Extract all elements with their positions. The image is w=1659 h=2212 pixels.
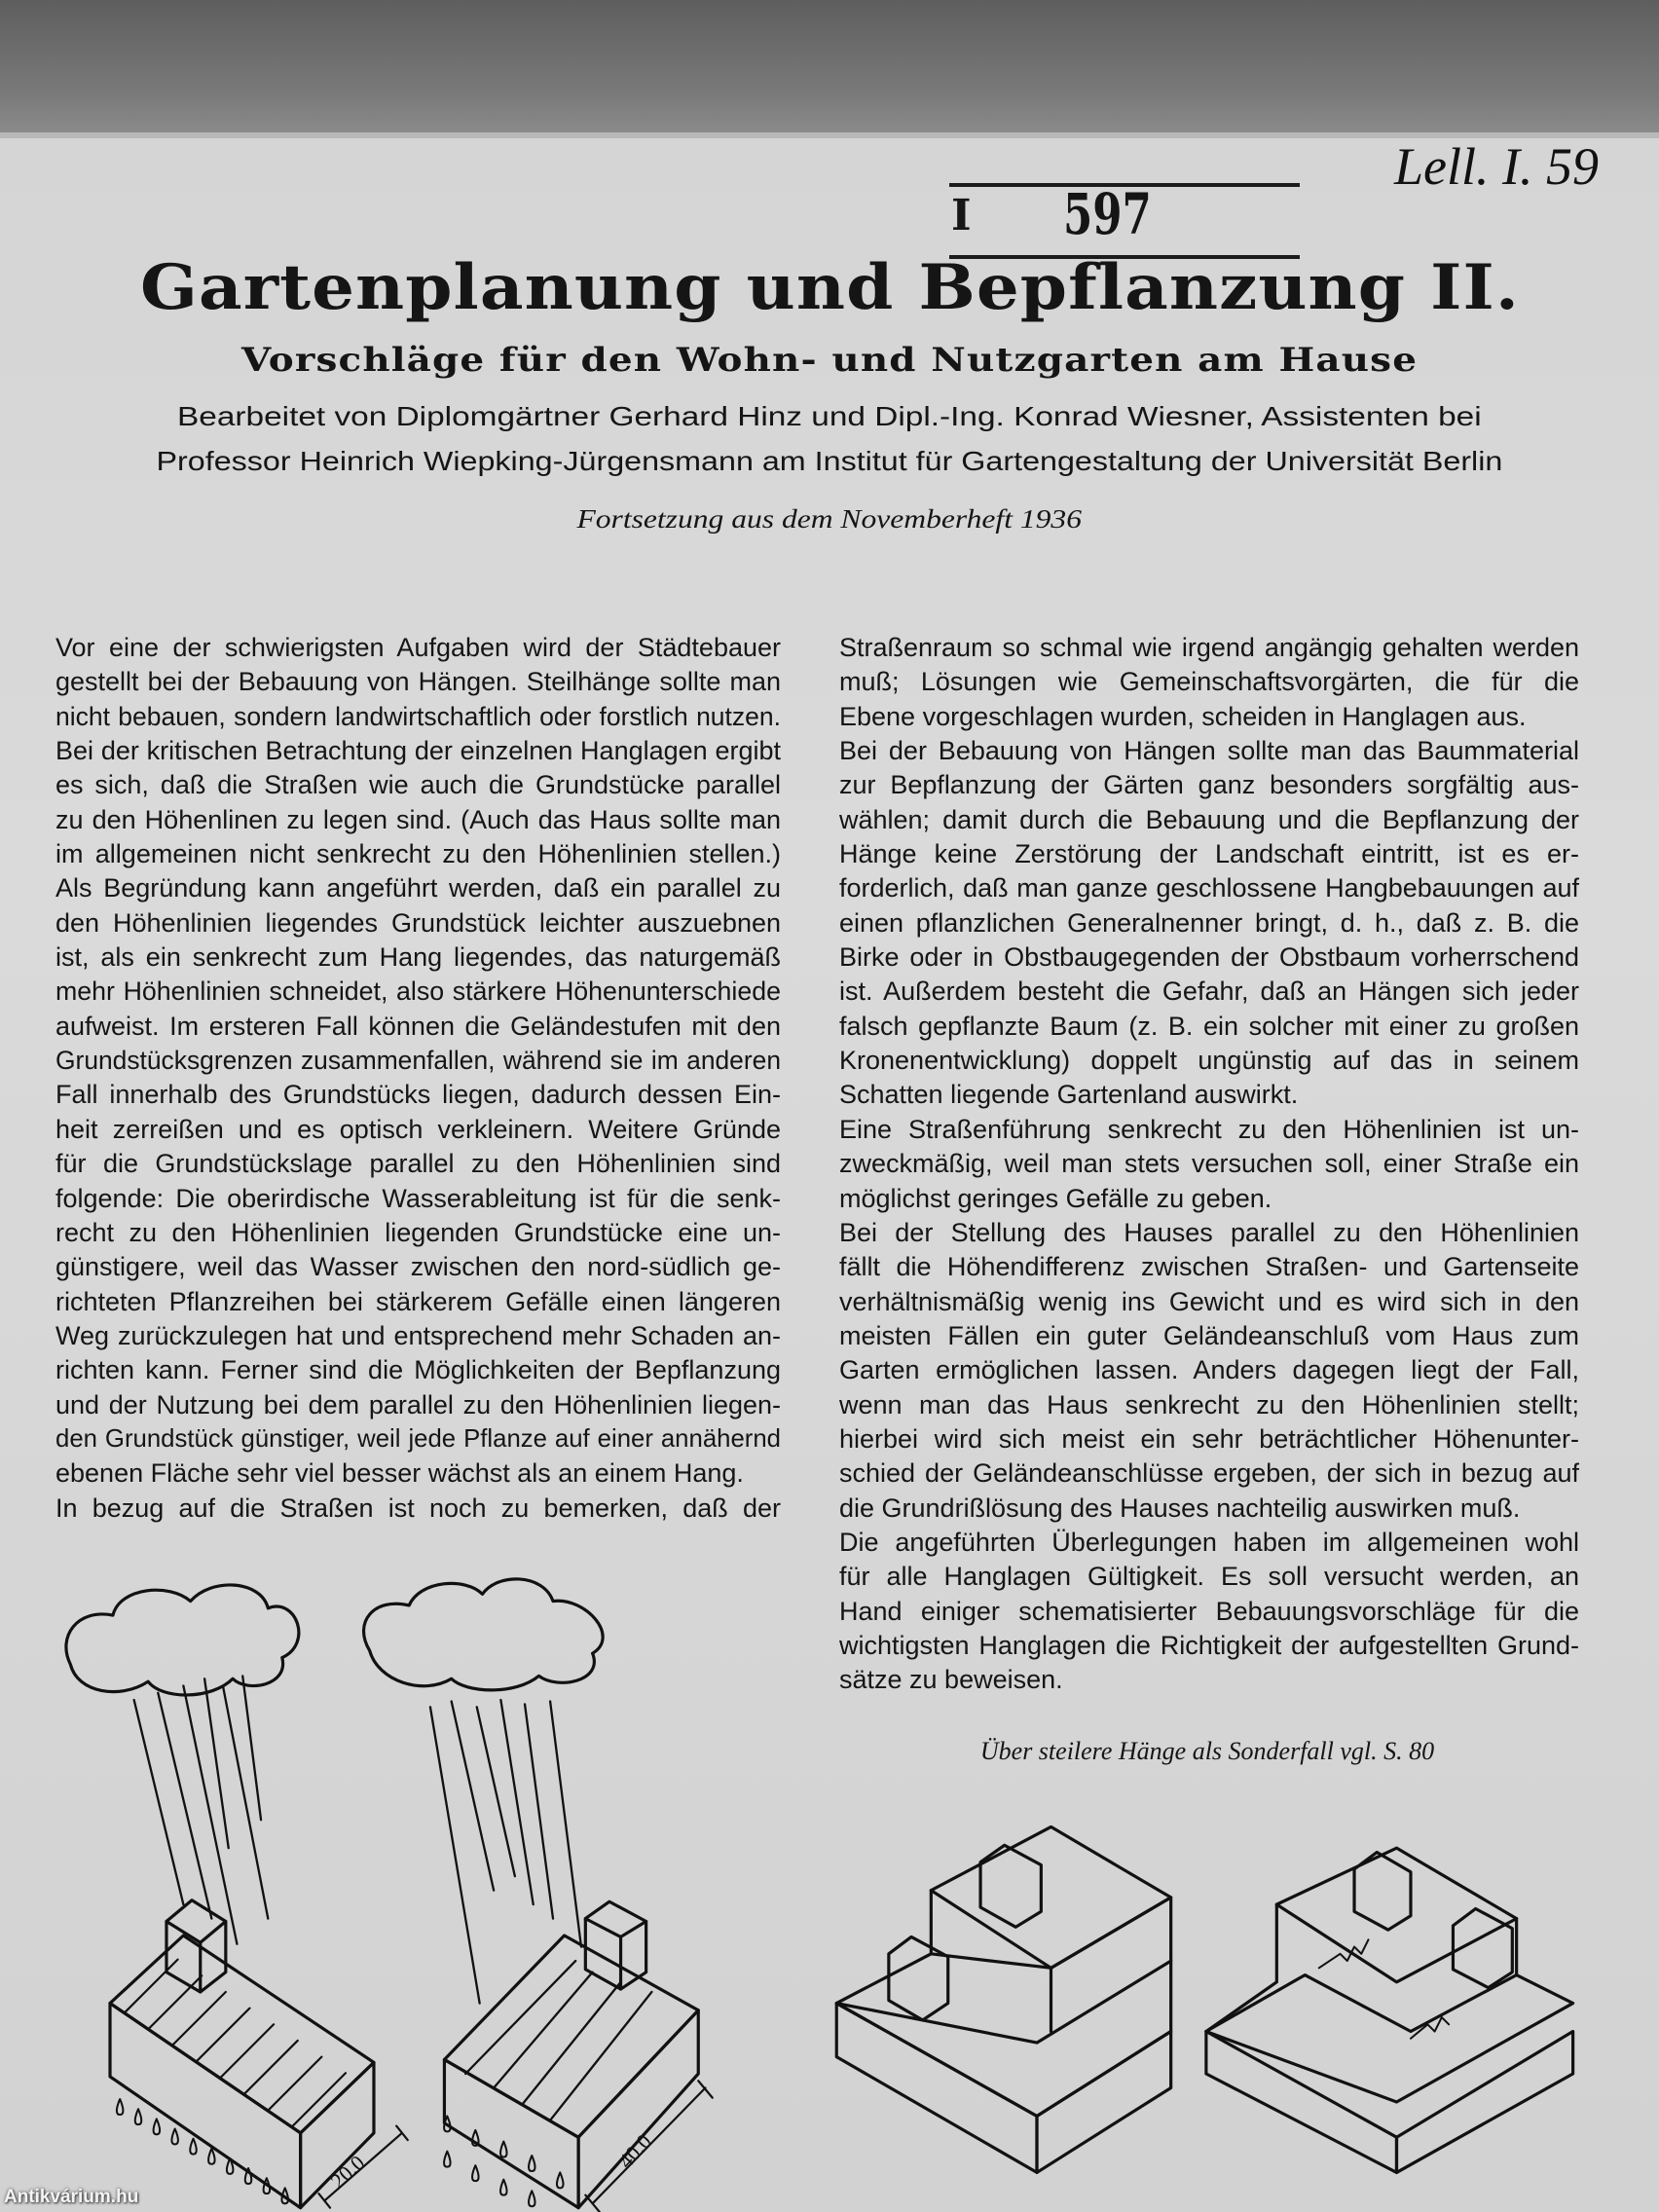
text-line-content: Grundstücksgrenzen zusammenfallen, während sie im anderen — [55, 1046, 781, 1076]
authors-line-2: Professor Heinrich Wiepking-Jürgensmann am Institut für Gartengestaltung der Universität Berlin — [156, 446, 1503, 476]
water-drop-icon — [500, 2142, 507, 2157]
water-drops — [117, 2099, 288, 2203]
text-line-content: Eine Straßenführung senkrecht zu den Höhenlinien ist un- — [839, 1114, 1579, 1144]
rain-lines — [430, 1700, 581, 2004]
text-line-content: richten kann. Ferner sind die Möglichkeiten der Bepflanzung — [55, 1355, 781, 1385]
text-line-content: zu den Höhenlinen zu legen sind. (Auch das Haus sollte man — [55, 804, 781, 834]
text-line-content: Kronenentwicklung) doppelt ungünstig auf das in seinem — [839, 1046, 1579, 1076]
text-line-content: In bezug auf die Straßen ist noch zu bemerken, daß der — [55, 1493, 781, 1523]
text-line-content: Ebene vorgeschlagen wurden, scheiden in Hanglagen aus. — [839, 701, 1527, 731]
text-line-content: falsch gepflanzte Baum (z. B. ein solcher mit einer zu großen — [839, 1011, 1579, 1041]
rain-lines — [134, 1676, 269, 1943]
text-line-content: wählen; damit durch die Bebauung und die Bepflanzung der — [839, 804, 1579, 834]
text-line-content: und der Nutzung bei dem parallel zu den Höhenlinien liegen- — [55, 1389, 781, 1419]
figure-slope-perpendicular — [66, 1585, 408, 2208]
text-line-content: im allgemeinen nicht senkrecht zu den Höhenlinien stellen.) — [55, 839, 781, 869]
text-line-content: recht zu den Höhenlinien liegenden Grundstücke eine un- — [55, 1217, 781, 1247]
text-line-content: forderlich, daß man ganze geschlossene Hangbebauungen auf — [839, 873, 1579, 903]
stairs-icon — [1319, 1939, 1449, 2038]
text-line-content: für die Grundstückslage parallel zu den Höhenlinien sind — [55, 1149, 781, 1179]
text-line-content: Birke oder in Obstbaugegenden der Obstbaum vorherrschend — [839, 942, 1579, 973]
text-line-content: Weg zurückzulegen hat und entsprechend mehr Schaden an- — [55, 1320, 781, 1350]
house-icon — [166, 1900, 226, 1992]
text-line-content: einen pflanzlichen Generalnenner bringt, d. h., daß z. B. die — [839, 907, 1579, 938]
figure-terrace-with-stairs — [1206, 1848, 1573, 2172]
house-icon — [1354, 1853, 1411, 1931]
text-line-content: ist. Außerdem besteht die Gefahr, daß an Hängen sich jeder — [839, 977, 1579, 1007]
text-line-content: wichtigsten Hanglagen die Richtigkeit der aufgestellten Grund- — [839, 1630, 1579, 1660]
text-line-content: Garten ermöglichen lassen. Anders dagegen liegt der Fall, — [839, 1355, 1579, 1385]
plant-row — [196, 2009, 249, 2062]
figure-terrace-two-level — [836, 1826, 1170, 2172]
water-drop-icon — [135, 2109, 142, 2124]
page-title: Gartenplanung und Bepflanzung II. — [139, 251, 1520, 324]
plant-row — [292, 2073, 346, 2126]
text-line-content: die Grundrißlösung des Hauses nachteilig auswirken muß. — [839, 1493, 1521, 1523]
text-line-content: zur Bepflanzung der Gärten ganz besonders sorgfältig aus- — [839, 770, 1579, 800]
text-line-content: Vor eine der schwierigsten Aufgaben wird der Städtebauer — [55, 633, 781, 662]
water-drop-icon — [500, 2180, 507, 2195]
stamp-prefix: I — [951, 191, 972, 240]
text-line-content: ist, als ein senkrecht zum Hang liegendes, das naturgemäß — [55, 942, 781, 973]
text-line-content: Straßenraum so schmal wie irgend angängig gehalten werden — [839, 633, 1579, 662]
stamp-number: 597 — [1063, 181, 1152, 247]
text-line-content: schied der Geländeanschlüsse ergeben, der sich in bezug auf — [839, 1458, 1579, 1489]
cloud-icon — [66, 1585, 299, 1695]
plant-row — [244, 2041, 298, 2094]
dimension-label-20: 20.0 — [326, 2151, 370, 2194]
text-line-content: fällt die Höhendifferenz zwischen Straßen- und Gartenseite — [839, 1252, 1579, 1282]
water-drop-icon — [529, 2156, 535, 2171]
dimension-label-40: 40.0 — [613, 2129, 656, 2173]
handwritten-note: Lell. I. 59 — [1394, 137, 1599, 196]
text-line-content: hierbei wird sich meist ein sehr beträchtlicher Höhenunter- — [839, 1423, 1579, 1454]
text-line-content: Schatten liegende Gartenland auswirkt. — [839, 1080, 1299, 1110]
continuation-note: Fortsetzung aus dem Novemberheft 1936 — [576, 504, 1083, 534]
page-subtitle: Vorschläge für den Wohn- und Nutzgarten am Hause — [240, 341, 1419, 380]
text-line-content: heit zerreißen und es optisch verkleinern. Weitere Gründe — [55, 1114, 781, 1144]
text-line-content: den Grundstück günstiger, weil jede Pflanze auf einer annähernd — [55, 1424, 781, 1453]
house-icon — [980, 1845, 1041, 1927]
water-drop-icon — [208, 2149, 215, 2164]
text-line-content: möglichst geringes Gefälle zu geben. — [839, 1183, 1272, 1213]
text-line-content: mehr Höhenlinien schneidet, also stärkere Höhenunterschiede — [55, 977, 781, 1007]
text-line-content: wenn man das Haus senkrecht zu den Höhenlinien stellt; — [839, 1389, 1579, 1419]
text-line-content: Hänge keine Zerstörung der Landschaft eintritt, ist es er- — [839, 839, 1579, 869]
water-drop-icon — [117, 2099, 124, 2115]
water-drop-icon — [444, 2152, 451, 2167]
text-line-content: günstigere, weil das Wasser zwischen den nord-südlich ge- — [55, 1252, 781, 1282]
text-line-content: Fall innerhalb des Grundstücks liegen, dadurch dessen Ein- — [55, 1080, 781, 1110]
text-line-content: ebenen Fläche sehr viel besser wächst als an einem Hang. — [55, 1458, 744, 1489]
water-drop-icon — [529, 2191, 535, 2206]
figure-caption-note: Über steilere Hänge als Sonderfall vgl. S. 80 — [979, 1737, 1435, 1765]
text-line-content: Bei der Stellung des Hauses parallel zu den Höhenlinien — [839, 1217, 1579, 1247]
cloud-icon — [364, 1579, 604, 1690]
text-line-content: gestellt bei der Bebauung von Hängen. Steilhänge sollte man — [55, 667, 781, 697]
text-line-content: Als Begründung kann angeführt werden, daß ein parallel zu — [55, 873, 781, 903]
text-line-content: Hand einiger schematisierter Bebauungsvorschläge für die — [839, 1596, 1579, 1626]
text-line-content: muß; Lösungen wie Gemeinschaftsvorgärten, die für die — [839, 667, 1579, 697]
text-line-content: für alle Hanglagen Gültigkeit. Es soll versucht werden, an — [839, 1562, 1579, 1592]
house-icon — [889, 1936, 948, 2019]
text-line-content: zweckmäßig, weil man stets versuchen soll, einer Straße ein — [839, 1149, 1579, 1179]
authors-line-1: Bearbeitet von Diplomgärtner Gerhard Hinz und Dipl.-Ing. Konrad Wiesner, Assistenten bei — [177, 401, 1482, 431]
text-line-content: den Höhenlinien liegendes Grundstück leichter auszuebnen — [55, 907, 781, 938]
figure-slope-parallel — [364, 1579, 713, 2212]
text-line-content: richteten Pflanzreihen bei stärkerem Gefälle einen längeren — [55, 1286, 781, 1316]
water-drop-icon — [472, 2165, 479, 2181]
plant-row — [148, 1975, 202, 2029]
text-line-content: sätze zu beweisen. — [839, 1665, 1063, 1695]
text-line-content: Bei der Bebauung von Hängen sollte man das Baummaterial — [839, 736, 1579, 766]
text-line-content: aufweist. Im ersteren Fall können die Geländestufen mit den — [55, 1011, 781, 1041]
text-line-content: Bei der kritischen Betrachtung der einzelnen Hanglagen ergibt — [55, 736, 781, 766]
text-line-content: folgende: Die oberirdische Wasserableitung ist für die senk- — [55, 1183, 781, 1213]
water-drop-icon — [154, 2119, 161, 2134]
text-line-content: nicht bebauen, sondern landwirtschaftlich oder forstlich nutzen. — [55, 701, 781, 731]
plant-row — [268, 2057, 321, 2111]
plant-row — [172, 1992, 226, 2046]
text-line-content: meisten Fällen ein guter Geländeanschluß vom Haus zum — [839, 1320, 1579, 1350]
text-line-content: Die angeführten Überlegungen haben im allgemeinen wohl — [839, 1527, 1579, 1557]
plant-row — [220, 2024, 274, 2078]
text-line-content: es sich, daß die Straßen wie auch die Grundstücke parallel — [55, 770, 781, 800]
water-drop-icon — [190, 2139, 197, 2155]
text-line-content: verhältnismäßig wenig ins Gewicht und es wird sich in den — [839, 1286, 1579, 1316]
water-drop-icon — [171, 2129, 178, 2145]
water-drop-icon — [557, 2172, 564, 2188]
watermark: Antikvárium.hu — [4, 2187, 139, 2207]
